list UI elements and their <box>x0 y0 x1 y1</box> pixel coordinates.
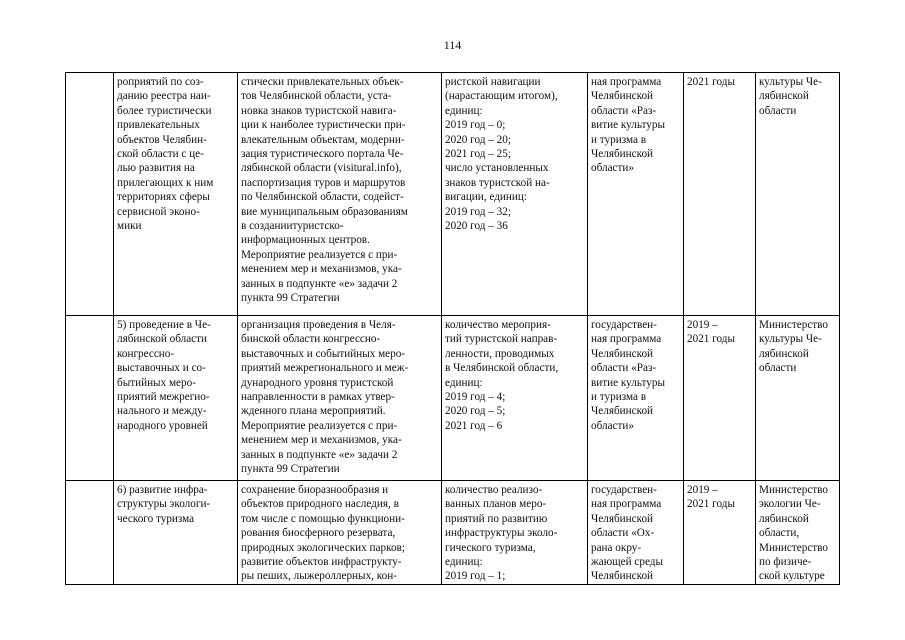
cell-text-line: лябинской области <box>117 333 208 346</box>
cell-text-line: пункта 99 Стратегии <box>241 463 340 476</box>
cell-text-line: и туризма в <box>591 133 647 146</box>
cell-text-line: в созданиитуристско- <box>241 220 344 233</box>
cell-text-line: Министерство <box>759 541 828 554</box>
cell-text-line: витие культуры <box>591 119 665 132</box>
cell-text-line: народного уровней <box>117 419 208 432</box>
cell-text-line: пункта 99 Стратегии <box>241 292 340 305</box>
cell-text-line: витие культуры <box>591 376 665 389</box>
cell-text-line: области «Раз- <box>591 362 657 375</box>
page-number: 114 <box>443 38 462 52</box>
measure-cell <box>114 73 238 316</box>
cell-text-line: 2021 годы <box>687 76 735 88</box>
cell-text-line: тий туристской направ- <box>445 333 558 346</box>
cell-text-line: развитие объектов инфраструкту- <box>241 556 402 569</box>
cell-text-line: менением мер и механизмов, ука- <box>241 434 402 447</box>
cell-text-line: ная программа <box>591 333 662 346</box>
cell-text-line: приятий межрегио- <box>117 391 210 404</box>
cell-text-line: 2021 год – 6 <box>445 419 503 432</box>
cell-text-line: лябинской области (visitural.info), <box>241 162 402 175</box>
cell-text-line: природных экологических парков; <box>241 541 405 554</box>
period-cell <box>684 316 756 481</box>
cell-text-line: 2019 год – 1; <box>445 570 506 583</box>
cell-text-line: 2021 годы <box>687 498 735 511</box>
cell-text-line: лябинской <box>759 90 809 103</box>
cell-text-line: ная программа <box>591 76 662 88</box>
cell-text-line: мики <box>117 220 142 233</box>
table-row <box>66 316 840 481</box>
cell-text-line: ческого туризма <box>117 512 195 525</box>
description-cell <box>238 316 442 481</box>
cell-text-line: области, <box>759 527 800 540</box>
cell-text-line: области» <box>591 419 634 432</box>
cell-text-line: Мероприятие реализуется с при- <box>241 248 398 261</box>
responsible-cell <box>756 316 840 481</box>
cell-text-line: ванных планов меро- <box>445 498 547 511</box>
cell-text-line: объектов Челябин- <box>117 133 207 146</box>
cell-text-line: экологии Че- <box>759 498 821 511</box>
cell-text-line: приятий межрегионального и меж- <box>241 362 409 375</box>
cell-text-line: области <box>759 362 797 375</box>
cell-text-line: дународного уровня туристской <box>241 376 394 389</box>
cell-text-line: прилегающих к ним <box>117 176 214 189</box>
cell-text-line: 2021 годы <box>687 333 735 346</box>
cell-text-line: знаков туристской на- <box>445 176 550 189</box>
cell-text-line: направленности в рамках утвер- <box>241 391 395 404</box>
cell-text-line: Челябинской <box>591 512 654 525</box>
cell-text-line: паспортизация туров и маршрутов <box>241 176 406 189</box>
cell-text-line: Челябинской <box>591 90 654 103</box>
cell-text-line: лябинской <box>759 512 809 525</box>
description-cell <box>238 73 442 316</box>
program-cell <box>588 481 684 585</box>
cell-text-line: в Челябинской области, <box>445 362 559 375</box>
cell-text-line: единиц: <box>445 376 483 389</box>
cell-text-line: бытийных меро- <box>117 376 196 389</box>
cell-text-line: культуры Че- <box>759 333 822 346</box>
cell-text-line: тов Челябинской области, уста- <box>241 90 392 103</box>
cell-text-line: новка знаков туристской навига- <box>241 104 397 117</box>
cell-text-line: Челябинской <box>591 148 654 161</box>
table-row <box>66 73 840 316</box>
cell-text-line: области» <box>591 162 634 175</box>
cell-text-line: ристской навигации <box>445 76 541 88</box>
cell-text-line: данию реестра наи- <box>117 90 211 103</box>
cell-text-line: нального и между- <box>117 405 207 418</box>
cell-text-line: стически привлекательных объек- <box>241 76 404 88</box>
cell-text-line: Мероприятие реализуется с при- <box>241 419 398 432</box>
description-cell <box>238 481 442 585</box>
measure-cell <box>114 481 238 585</box>
cell-text-line: лью развития на <box>117 162 195 175</box>
row-number-cell <box>66 481 114 585</box>
cell-text-line: объектов природного наследия, в <box>241 498 399 511</box>
cell-text-line: единиц: <box>445 104 483 117</box>
cell-text-line: занных в подпункте «е» задачи 2 <box>241 448 398 461</box>
cell-text-line: 2019 – <box>687 319 718 331</box>
cell-text-line: Челябинской <box>591 570 654 583</box>
cell-text-line: ской культуре <box>759 570 825 583</box>
cell-text-line: единиц: <box>445 556 483 569</box>
period-cell <box>684 73 756 316</box>
cell-text-line: ленности, проводимых <box>445 347 555 360</box>
cell-text-line: Челябинской <box>591 347 654 360</box>
cell-text-line: конгрессно- <box>117 347 175 360</box>
period-cell <box>684 481 756 585</box>
cell-text-line: 2020 год – 5; <box>445 405 506 418</box>
row-number-cell <box>66 73 114 316</box>
cell-text-line: государствен- <box>591 484 657 496</box>
cell-text-line: 2020 год – 20; <box>445 133 511 146</box>
row-number-cell <box>66 316 114 481</box>
program-cell <box>588 73 684 316</box>
indicator-cell <box>442 73 588 316</box>
cell-text-line: рана окру- <box>591 541 642 554</box>
cell-text-line: ции к наиболее туристически при- <box>241 119 406 132</box>
cell-text-line: гического туризма, <box>445 541 536 554</box>
cell-text-line: рования биосферного резервата, <box>241 527 396 540</box>
cell-text-line: 2019 год – 4; <box>445 391 506 404</box>
cell-text-line: по физиче- <box>759 556 812 569</box>
cell-text-line: информационных центров. <box>241 234 370 247</box>
cell-text-line: 2019 год – 32; <box>445 205 511 218</box>
strategy-table <box>65 72 840 585</box>
cell-text-line: том числе с помощью функциони- <box>241 512 405 525</box>
cell-text-line: Министерство <box>759 319 828 331</box>
cell-text-line: (нарастающим итогом), <box>445 90 558 103</box>
measure-cell <box>114 316 238 481</box>
table-row <box>66 481 840 585</box>
cell-text-line: лябинской <box>759 347 809 360</box>
cell-text-line: выставочных и событийных меро- <box>241 347 406 360</box>
cell-text-line: ской области с це- <box>117 148 204 161</box>
cell-text-line: территориях сферы <box>117 191 210 204</box>
cell-text-line: 6) развитие инфра- <box>117 484 208 496</box>
cell-text-line: зация туристического портала Че- <box>241 148 404 161</box>
program-cell <box>588 316 684 481</box>
cell-text-line: роприятий по соз- <box>117 76 204 88</box>
indicator-cell <box>442 316 588 481</box>
cell-text-line: инфраструктуры эколо- <box>445 527 558 540</box>
cell-text-line: государствен- <box>591 319 657 331</box>
cell-text-line: организация проведения в Челя- <box>241 319 396 331</box>
cell-text-line: количество реализо- <box>445 484 543 496</box>
responsible-cell <box>756 73 840 316</box>
cell-text-line: сохранение биоразнообразия и <box>241 484 389 496</box>
cell-text-line: менением мер и механизмов, ука- <box>241 263 402 276</box>
cell-text-line: вие муниципальным образованиям <box>241 205 408 218</box>
cell-text-line: Министерство <box>759 484 828 496</box>
cell-text-line: Челябинской <box>591 405 654 418</box>
cell-text-line: количество мероприя- <box>445 319 551 331</box>
cell-text-line: приятий по развитию <box>445 512 548 525</box>
indicator-cell <box>442 481 588 585</box>
cell-text-line: жающей среды <box>591 556 664 569</box>
cell-text-line: выставочных и со- <box>117 362 206 375</box>
cell-text-line: 2021 год – 25; <box>445 148 511 161</box>
cell-text-line: число установленных <box>445 162 549 175</box>
cell-text-line: культуры Че- <box>759 76 822 88</box>
cell-text-line: привлекательных <box>117 119 200 132</box>
cell-text-line: 2020 год – 36 <box>445 220 508 233</box>
cell-text-line: области <box>759 104 797 117</box>
cell-text-line: бинской области конгрессно- <box>241 333 381 346</box>
cell-text-line: и туризма в <box>591 391 647 404</box>
cell-text-line: жденного плана мероприятий. <box>241 405 386 418</box>
cell-text-line: структуры экологи- <box>117 498 211 511</box>
cell-text-line: занных в подпункте «е» задачи 2 <box>241 277 398 290</box>
cell-text-line: 2019 год – 0; <box>445 119 506 132</box>
cell-text-line: ры пеших, лыжероллерных, кон- <box>241 570 397 583</box>
cell-text-line: более туристически <box>117 104 212 117</box>
cell-text-line: области «Раз- <box>591 104 657 117</box>
cell-text-line: области «Ох- <box>591 527 655 540</box>
cell-text-line: ная программа <box>591 498 662 511</box>
cell-text-line: 2019 – <box>687 484 718 496</box>
cell-text-line: влекательным объектам, модерни- <box>241 133 405 146</box>
responsible-cell <box>756 481 840 585</box>
cell-text-line: 5) проведение в Че- <box>117 319 211 331</box>
cell-text-line: вигации, единиц: <box>445 191 527 204</box>
cell-text-line: сервисной эконо- <box>117 205 200 218</box>
cell-text-line: по Челябинской области, содейст- <box>241 191 404 204</box>
